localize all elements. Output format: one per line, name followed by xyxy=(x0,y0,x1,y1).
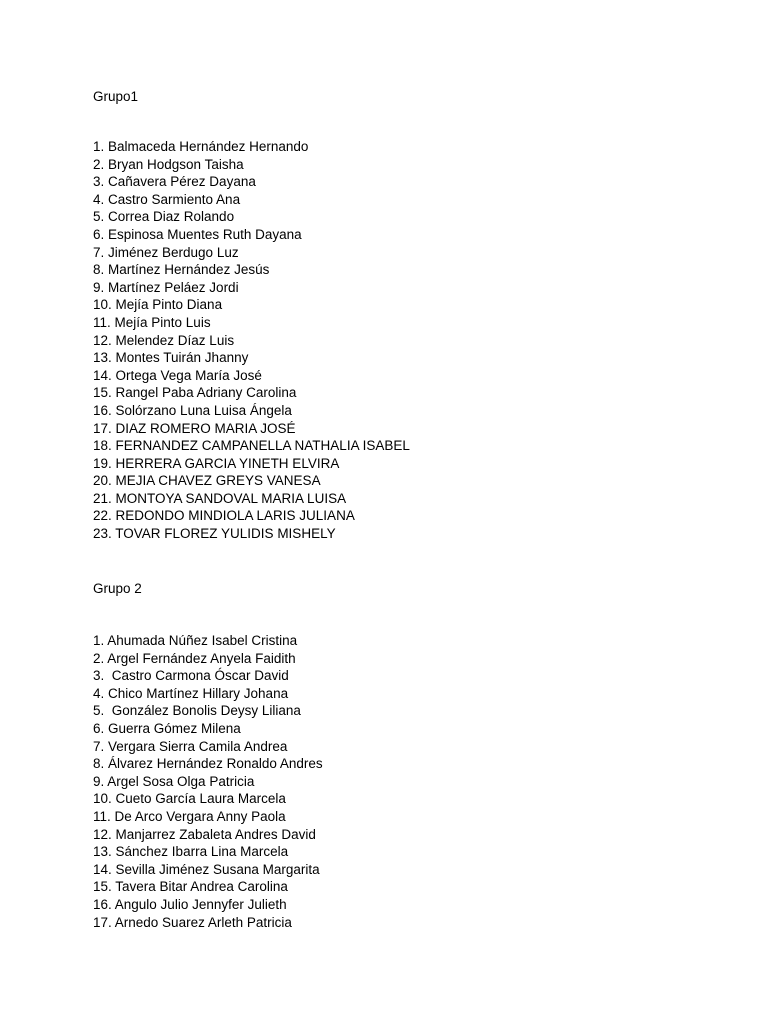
list-item: 12. Manjarrez Zabaleta Andres David xyxy=(93,826,316,842)
group-2-title: Grupo 2 xyxy=(93,581,142,596)
list-item: 4. Castro Sarmiento Ana xyxy=(93,191,241,207)
list-item: 1. Ahumada Núñez Isabel Cristina xyxy=(93,633,298,648)
list-item: 12. Melendez Díaz Luis xyxy=(93,332,235,348)
list-item: 15. Tavera Bitar Andrea Carolina xyxy=(93,879,288,895)
group-1-title: Grupo1 xyxy=(93,89,139,104)
list-item: 10. Cueto García Laura Marcela xyxy=(93,791,286,807)
list-item: 21. MONTOYA SANDOVAL MARIA LUISA xyxy=(93,490,347,506)
list-item: 18. FERNANDEZ CAMPANELLA NATHALIA ISABEL xyxy=(93,438,410,454)
list-item: 9. Martínez Peláez Jordi xyxy=(93,279,239,295)
list-item: 8. Álvarez Hernández Ronaldo Andres xyxy=(93,756,323,772)
list-item: 14. Sevilla Jiménez Susana Margarita xyxy=(93,861,320,877)
list-item: 13. Sánchez Ibarra Lina Marcela xyxy=(93,844,289,860)
list-item: 19. HERRERA GARCIA YINETH ELVIRA xyxy=(93,455,340,471)
list-item: 4. Chico Martínez Hillary Johana xyxy=(93,685,289,701)
list-item: 11. De Arco Vergara Anny Paola xyxy=(93,808,286,824)
list-item: 14. Ortega Vega María José xyxy=(93,367,262,383)
list-item: 3. Castro Carmona Óscar David xyxy=(93,668,289,684)
list-item: 2. Argel Fernández Anyela Faidith xyxy=(93,650,296,666)
list-item: 17. DIAZ ROMERO MARIA JOSÉ xyxy=(93,420,296,436)
list-item: 7. Vergara Sierra Camila Andrea xyxy=(93,738,288,754)
list-item: 3. Cañavera Pérez Dayana xyxy=(93,174,256,190)
list-item: 10. Mejía Pinto Diana xyxy=(93,297,223,313)
list-item: 7. Jiménez Berdugo Luz xyxy=(93,244,239,260)
list-item: 23. TOVAR FLOREZ YULIDIS MISHELY xyxy=(93,526,336,542)
list-item: 1. Balmaceda Hernández Hernando xyxy=(93,139,309,154)
list-item: 2. Bryan Hodgson Taisha xyxy=(93,156,244,172)
list-item: 9. Argel Sosa Olga Patricia xyxy=(93,773,255,789)
list-item: 20. MEJIA CHAVEZ GREYS VANESA xyxy=(93,473,321,489)
list-item: 6. Guerra Gómez Milena xyxy=(93,720,241,736)
list-item: 8. Martínez Hernández Jesús xyxy=(93,262,270,278)
list-item: 16. Solórzano Luna Luisa Ángela xyxy=(93,402,292,418)
group-2-member-list xyxy=(93,632,323,931)
list-item: 15. Rangel Paba Adriany Carolina xyxy=(93,385,297,401)
list-item: 22. REDONDO MINDIOLA LARIS JULIANA xyxy=(93,508,355,524)
list-item: 16. Angulo Julio Jennyfer Julieth xyxy=(93,896,287,912)
list-item: 6. Espinosa Muentes Ruth Dayana xyxy=(93,226,302,242)
list-item: 5. González Bonolis Deysy Liliana xyxy=(93,703,301,719)
list-item: 11. Mejía Pinto Luis xyxy=(93,314,211,330)
list-item: 13. Montes Tuirán Jhanny xyxy=(93,350,249,366)
group-1-member-list xyxy=(93,138,410,543)
list-item: 5. Correa Diaz Rolando xyxy=(93,209,235,225)
list-item: 17. Arnedo Suarez Arleth Patricia xyxy=(93,914,292,930)
